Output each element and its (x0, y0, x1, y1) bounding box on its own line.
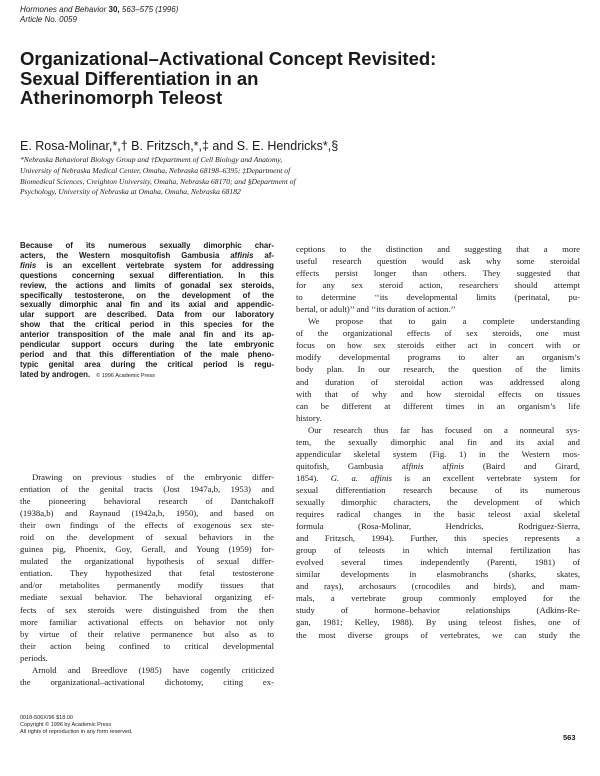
body-line: with that of why and how steroidal effects on tissues (296, 388, 580, 399)
abstract-copyright: © 1996 Academic Press (96, 372, 155, 379)
body-line: requires radical changes in the basic teleost axial skeletal (296, 509, 580, 520)
body-line: fects of sex steroids were distinguished from the then (20, 604, 274, 615)
body-line: their action being confined to critical developmental (20, 640, 274, 651)
body-line: tem, the sexually dimorphic anal fin and its axial and (296, 436, 580, 447)
body-line: (1938a,b) and Raynaud (1942a,b, 1950), and based on (20, 508, 274, 519)
journal-header (20, 5, 178, 25)
body-line: similar developments in elasmobranchs (sharks, skates, (296, 569, 580, 580)
body-line: mulated the organizational hypothesis of sexual differ- (20, 556, 274, 567)
abstract-line: ular support are described. Data from our laboratory (20, 310, 274, 320)
body-line: and duration of steroidal action was addressed along (296, 376, 580, 387)
affiliations (20, 155, 420, 198)
body-line: mals, a vertebrate group commonly employed for the (296, 593, 580, 604)
abstract-line: typic genital area during the critical period is regu- (20, 359, 274, 369)
body-line: and rays), archosaurs (crocodiles and birds), and mam- (296, 581, 580, 592)
title-line: Sexual Differentiation in an (20, 67, 259, 89)
footer-line: 0018-506X/96 $18.00 (20, 715, 73, 721)
body-line: for any sex steroid action, researchers should attempt (296, 280, 580, 291)
body-line: 1854). G. a. affinis is an excellent vertebrate system for (296, 472, 580, 483)
body-line: roid on the development of sexual behaviors in the (20, 532, 274, 543)
abstract-line-final (20, 370, 274, 382)
body-line: the organizational–activational dichotomy, citing ex- (20, 676, 274, 687)
copyright-footer (20, 715, 133, 736)
body-line: modify developmental programs to alter an organism’s (296, 352, 580, 363)
body-line: formula (Rosa-Molinar, Hendricks, Rodriguez-Sierra, (296, 521, 580, 532)
abstract-line: anterior transposition of the male anal fin and its ap- (20, 330, 274, 340)
body-line: body plan. In our research, the question of the limits (296, 364, 580, 375)
title-line: Atherinomorph Teleost (20, 87, 223, 108)
body-line: more familiar activational effects on behavior not only (20, 616, 274, 627)
affiliation-line: Biomedical Sciences, Creighton University, Omaha, Nebraska 68170; and §Department of (20, 176, 296, 186)
body-line: group of teleosts in which internal fertilization has (296, 545, 580, 556)
title-line: Organizational–Activational Concept Revisited: (20, 48, 437, 69)
body-line: entiation. They hypothesized that fetal testosterone (20, 568, 274, 579)
body-line: periods. (20, 652, 48, 663)
affiliation-line: Psychology, University of Nebraska at Omaha, Omaha, Nebraska 68182 (20, 187, 241, 197)
body-line: study of hormone–behavior relationships (Adkins-Re- (296, 605, 580, 616)
body-line: ceptions to the distinction and suggesting that a more (296, 244, 580, 254)
affiliation-line: *Nebraska Behavioral Biology Group and †Department of Cell Biology and Anatomy, (20, 155, 283, 164)
footer-line: All rights of reproduction in any form reserved. (20, 729, 133, 735)
author-list: E. Rosa-Molinar,*,† B. Fritzsch,*,‡ and S. E. Hendricks*,§ (20, 139, 339, 153)
abstract-line: finis is an excellent vertebrate system for addressing (20, 260, 274, 270)
body-line: gan, 1981; Kelley, 1988). By using teleost fishes, one of (296, 617, 580, 628)
body-line: to determine ‘‘its developmental limits (perinatal, pu- (296, 292, 580, 303)
journal-volume: 30, (108, 5, 120, 14)
affiliation-line: University of Nebraska Medical Center, Omaha, Nebraska 68198–6395; ‡Department of (20, 165, 291, 175)
abstract-line: pendicular support occurs during the late embryonic (20, 340, 274, 350)
body-line: Arnold and Breedlove (1985) have cogently criticized (32, 664, 274, 675)
body-line: entiation of the genital tracts (Jost 1947a,b, 1953) and (20, 484, 274, 495)
body-line: appendicular skeletal system (Fig. 1) in the Western mos- (296, 448, 580, 459)
body-line: guinea pig, Phoenix, Goy, Gerall, and Young (1959) for- (20, 544, 274, 555)
body-line: the pioneering behavioral research of Dantchakoff (20, 496, 274, 507)
abstract-line: sexually dimorphic anal fin and its axial and appendic- (20, 300, 274, 310)
abstract-line: lated by androgen. (20, 369, 91, 379)
body-line: of the organizational effects of sex steroids, one must (296, 328, 580, 339)
body-line: evolved several times independently (Parenti, 1981) of (296, 557, 580, 568)
body-line: and/or metabolites permanently modify tissues that (20, 580, 274, 591)
journal-name: Hormones and Behavior (20, 5, 107, 14)
body-column-right (296, 243, 580, 641)
body-line: Drawing on previous studies of the embryonic differ- (32, 472, 274, 482)
body-line: quitofish, Gambusia affinis affinis (Baird and Girard, (296, 460, 580, 471)
abstract-line: specifically testosterone, on the development of the (20, 290, 274, 300)
article-number: Article No. 0059 (20, 15, 77, 24)
body-line: can be different at different times in an organism’s life (296, 400, 580, 411)
body-line: the most diverse groups of vertebrates, we can study the (296, 629, 580, 640)
abstract-line: Because of its numerous sexually dimorphic char- (20, 241, 274, 250)
body-line: mediate sexual behavior. The behavioral organizing ef- (20, 592, 274, 603)
body-column-left (20, 471, 274, 688)
paper-title (20, 49, 460, 108)
abstract-line: questions concerning sexual differentiation. In this (20, 270, 274, 280)
abstract-line: period and that this differentiation of the male pheno- (20, 349, 274, 359)
body-line: sexual differentiation research because of its numerous (296, 484, 580, 495)
footer-line: Copyright © 1996 by Academic Press (20, 722, 112, 728)
abstract (20, 241, 274, 382)
abstract-line: review, the actions and limits of gonadal sex steroids, (20, 280, 274, 290)
body-line: and Fritzsch, 1994). Further, this species represents a (296, 533, 580, 544)
body-line: Our research thus far has focused on a nonneural sys- (308, 424, 580, 435)
body-line: effects persist longer than others. They suggested that (296, 268, 580, 279)
journal-pages-year: 563–575 (1996) (121, 5, 179, 14)
body-line: sexually dimorphic characters, the development of which (296, 496, 580, 507)
body-line: bertal, or adult)’’ and ‘‘its duration of action.’’ (296, 304, 456, 315)
body-line: We propose that to gain a complete understanding (308, 316, 580, 327)
abstract-line: acters, the Western mosquitofish Gambusia affinis af- (20, 250, 274, 260)
page-number: 563 (563, 733, 576, 742)
body-line: focus on how sex steroids either act in concert with or (296, 340, 580, 351)
body-line: useful research question would ask why some steroidal (296, 256, 580, 267)
body-line: history. (296, 412, 322, 423)
journal-citation (20, 5, 178, 15)
body-line: their own findings of the effects of exogenous sex ste- (20, 520, 274, 531)
abstract-line: show that the critical period in this species for the (20, 320, 274, 330)
body-line: by virtue of their relative permanence but also as to (20, 628, 274, 639)
